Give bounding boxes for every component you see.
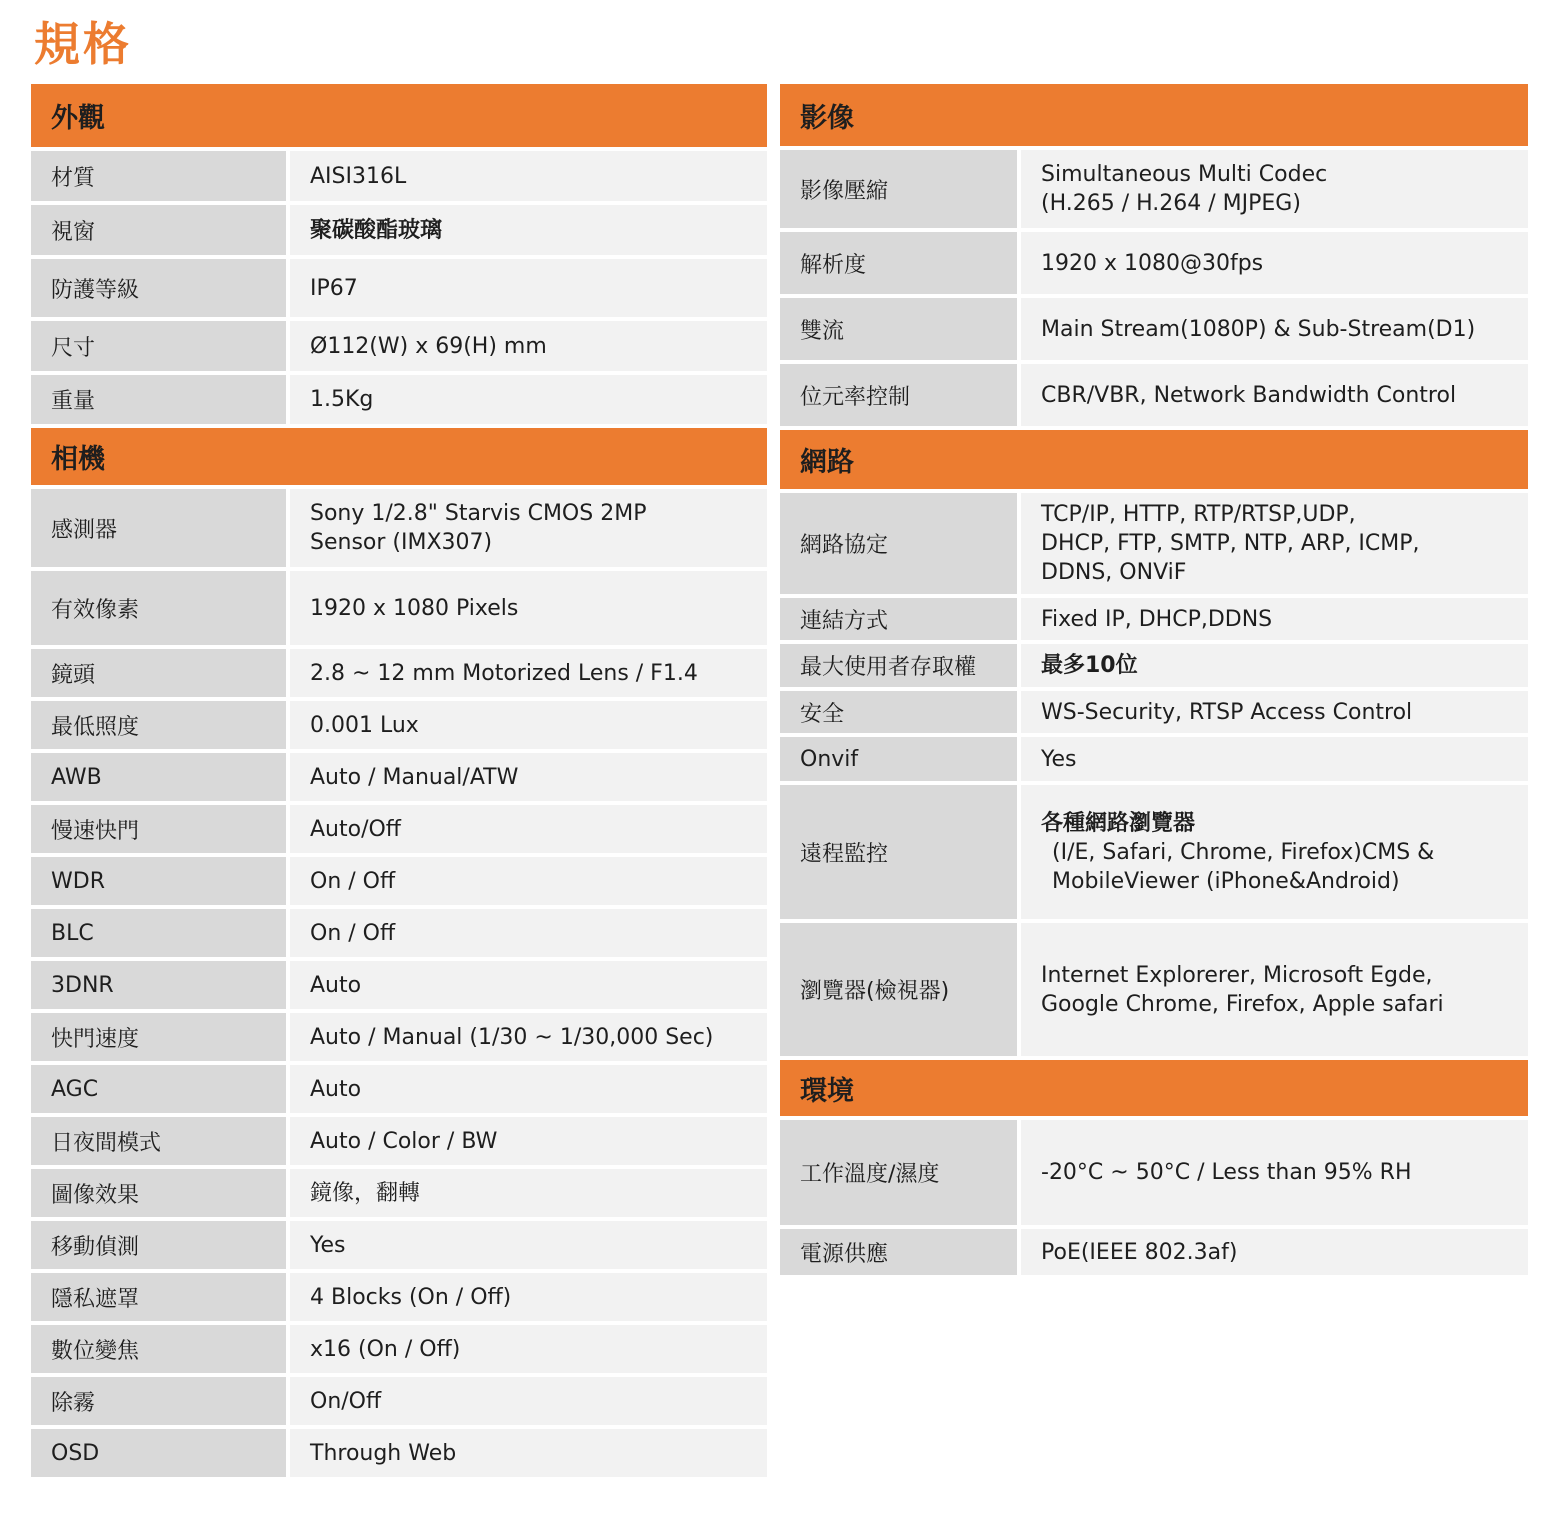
spec-row [31,321,767,371]
spec-label: 隱私遮罩 [31,1273,286,1321]
spec-label: 尺寸 [31,321,286,371]
spec-value: 最多10位 [1021,644,1528,687]
spec-value: 2.8 ~ 12 mm Motorized Lens / F1.4 [290,649,767,697]
section-header-image: 影像 [780,84,1528,146]
spec-label: 視窗 [31,205,286,255]
spec-value: Auto / Manual/ATW [290,753,767,801]
spec-value: Auto [290,1065,767,1113]
spec-label: Onvif [780,737,1017,781]
spec-label: 材質 [31,151,286,201]
spec-row [31,1065,767,1113]
spec-value: Auto / Color / BW [290,1117,767,1165]
spec-value: 1.5Kg [290,375,767,424]
spec-value: CBR/VBR, Network Bandwidth Control [1021,364,1528,426]
spec-value: WS-Security, RTSP Access Control [1021,691,1528,733]
section-header-appearance: 外觀 [31,84,767,147]
spec-row [780,737,1528,781]
spec-row [31,1429,767,1477]
spec-label: 鏡頭 [31,649,286,697]
spec-label: 連結方式 [780,598,1017,640]
spec-value: 聚碳酸酯玻璃 [290,205,767,255]
spec-value: Sony 1/2.8" Starvis CMOS 2MP Sensor (IMX307) [290,489,767,567]
spec-row [780,644,1528,687]
spec-row [31,961,767,1009]
spec-value: Fixed IP, DHCP,DDNS [1021,598,1528,640]
spec-label: 網路協定 [780,493,1017,594]
spec-label: 雙流 [780,298,1017,360]
spec-label: OSD [31,1429,286,1477]
spec-row [31,205,767,255]
section-header-environment: 環境 [780,1060,1528,1116]
spec-row [31,857,767,905]
spec-label: 位元率控制 [780,364,1017,426]
spec-label: 除霧 [31,1377,286,1425]
spec-label: 重量 [31,375,286,424]
spec-column-right [780,84,1528,1279]
spec-row [31,375,767,424]
spec-value: Auto/Off [290,805,767,853]
spec-row [31,1221,767,1269]
spec-label: 日夜間模式 [31,1117,286,1165]
spec-row [31,909,767,957]
spec-label: 工作溫度/濕度 [780,1120,1017,1225]
section-header-camera: 相機 [31,428,767,485]
spec-label: 最大使用者存取權 [780,644,1017,687]
spec-value: On / Off [290,909,767,957]
spec-row [780,298,1528,360]
spec-value: On / Off [290,857,767,905]
spec-label: WDR [31,857,286,905]
spec-value: Auto / Manual (1/30 ~ 1/30,000 Sec) [290,1013,767,1061]
spec-row [780,785,1528,919]
spec-value: AISI316L [290,151,767,201]
spec-row [780,923,1528,1056]
spec-label: 圖像效果 [31,1169,286,1217]
spec-value: 4 Blocks (On / Off) [290,1273,767,1321]
spec-value: 0.001 Lux [290,701,767,749]
spec-label: 最低照度 [31,701,286,749]
spec-row [31,1377,767,1425]
spec-label: AGC [31,1065,286,1113]
spec-label: 解析度 [780,232,1017,294]
spec-label: 3DNR [31,961,286,1009]
spec-value: On/Off [290,1377,767,1425]
spec-row [31,649,767,697]
spec-row [780,691,1528,733]
spec-value: PoE(IEEE 802.3af) [1021,1229,1528,1275]
spec-value: Yes [1021,737,1528,781]
spec-row [31,805,767,853]
spec-value: Yes [290,1221,767,1269]
spec-value: IP67 [290,259,767,317]
spec-row [780,598,1528,640]
spec-row [31,151,767,201]
spec-row [31,259,767,317]
spec-value: Through Web [290,1429,767,1477]
spec-value: Simultaneous Multi Codec (H.265 / H.264 / MJPEG) [1021,150,1528,228]
spec-label: 快門速度 [31,1013,286,1061]
spec-row [31,753,767,801]
spec-value: 鏡像，翻轉 [290,1169,767,1217]
spec-value [1021,785,1528,919]
spec-row [780,150,1528,228]
spec-row [31,489,767,567]
spec-row [780,1229,1528,1275]
spec-value: TCP/IP, HTTP, RTP/RTSP,UDP, DHCP, FTP, SMTP, NTP, ARP, ICMP, DDNS, ONViF [1021,493,1528,594]
spec-value: Main Stream(1080P) & Sub-Stream(D1) [1021,298,1528,360]
spec-row [31,1013,767,1061]
spec-label: BLC [31,909,286,957]
spec-row [780,493,1528,594]
spec-value: -20°C ~ 50°C / Less than 95% RH [1021,1120,1528,1225]
spec-value: x16 (On / Off) [290,1325,767,1373]
spec-row [780,364,1528,426]
page-title: 規格 [34,17,132,71]
spec-value: 1920 x 1080 Pixels [290,571,767,645]
spec-label: 數位變焦 [31,1325,286,1373]
spec-row [31,1169,767,1217]
spec-row [780,232,1528,294]
spec-value: 1920 x 1080@30fps [1021,232,1528,294]
spec-row [31,571,767,645]
spec-value: Auto [290,961,767,1009]
spec-value: Internet Explorerer, Microsoft Egde, Google Chrome, Firefox, Apple safari [1021,923,1528,1056]
spec-row [31,701,767,749]
spec-label: 有效像素 [31,571,286,645]
spec-row [31,1273,767,1321]
spec-label: 移動偵測 [31,1221,286,1269]
spec-value-detail: (I/E, Safari, Chrome, Firefox)CMS & MobileViewer (iPhone&Android) [1052,839,1435,894]
spec-label: 防護等級 [31,259,286,317]
spec-column-left [31,84,767,1481]
spec-value-bold: 各種網路瀏覽器 [1041,810,1196,836]
spec-row [31,1117,767,1165]
spec-label: 電源供應 [780,1229,1017,1275]
spec-row [780,1120,1528,1225]
spec-label: 瀏覽器(檢視器) [780,923,1017,1056]
spec-row [31,1325,767,1373]
spec-label: 安全 [780,691,1017,733]
spec-label: 遠程監控 [780,785,1017,919]
spec-value: Ø112(W) x 69(H) mm [290,321,767,371]
spec-label: 感測器 [31,489,286,567]
section-header-network: 網路 [780,430,1528,489]
spec-label: AWB [31,753,286,801]
spec-label: 慢速快門 [31,805,286,853]
spec-label: 影像壓縮 [780,150,1017,228]
